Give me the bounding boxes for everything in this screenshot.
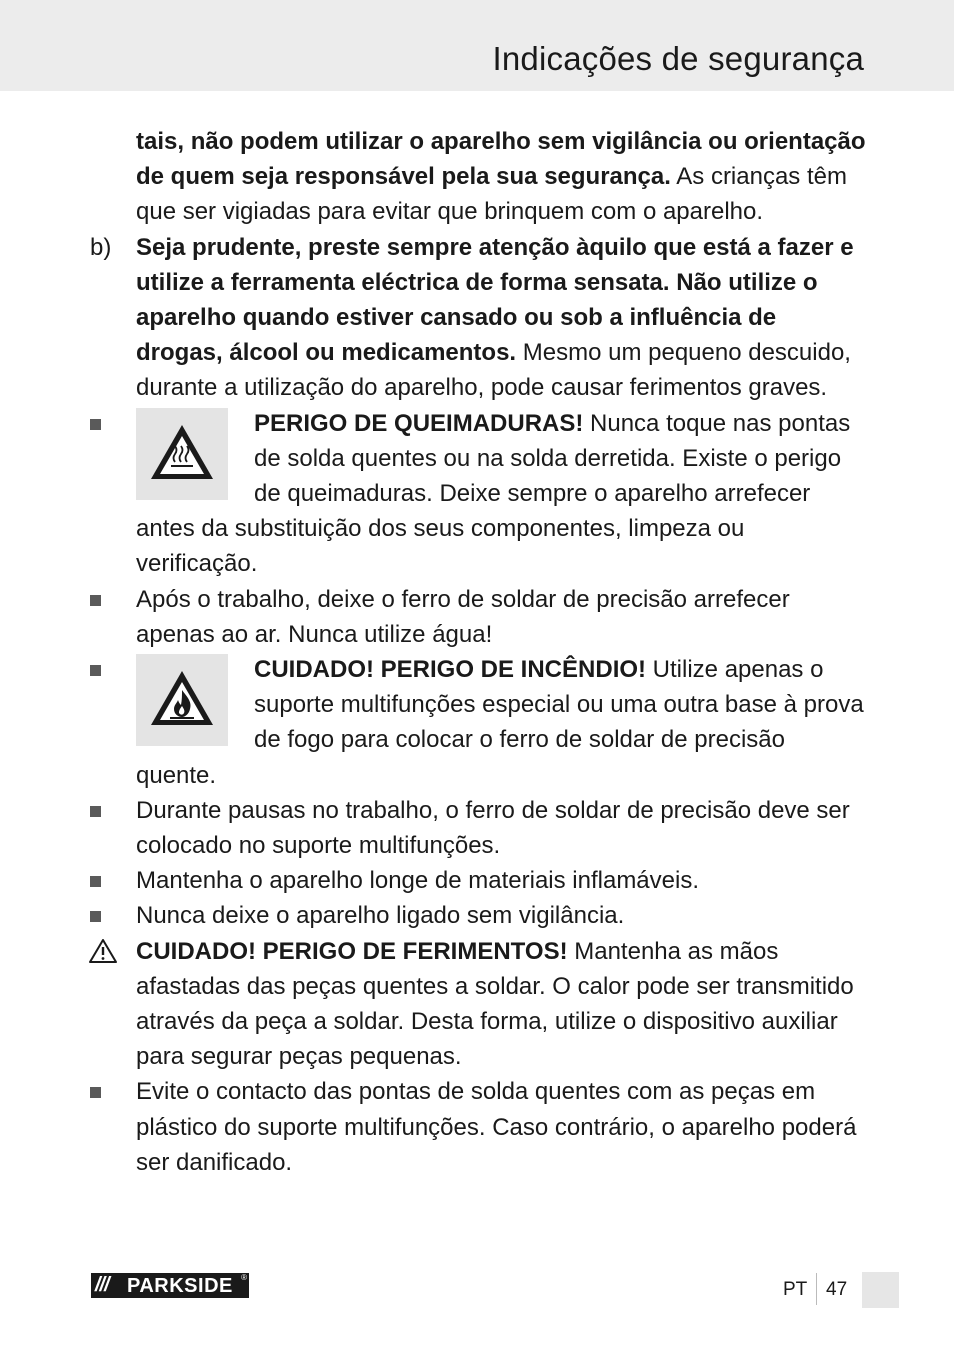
paragraph-text: Durante pausas no trabalho, o ferro de soldar de precisão deve ser colocado no suporte multifunções. — [136, 796, 850, 860]
paragraph-text: Evite o contacto das pontas de solda quentes com as peças em plástico do suporte multifunções. Caso contrário, o aparelho poderá ser danificado. — [136, 1078, 857, 1176]
bullet-cooling — [0, 582, 954, 652]
logo-brand: PARKSIDE — [127, 1275, 233, 1297]
paragraph-text: Nunca toque nas pontas de solda quentes ou na solda derretida. Existe o perigo de queimaduras. Deixe sempre o aparelho arrefecer antes da substituição dos seus componentes, limpeza ou verificação. — [136, 409, 851, 578]
paragraph-bold: PERIGO DE QUEIMADURAS! — [254, 409, 584, 437]
bullet-flammable — [0, 863, 954, 898]
paragraph-text: Após o trabalho, deixe o ferro de soldar de precisão arrefecer apenas ao ar. Nunca utilize água! — [136, 585, 790, 648]
bullet-pause — [0, 793, 954, 863]
safety-content — [0, 124, 954, 1180]
page-title: Indicações de segurança — [492, 40, 864, 77]
bullet-burn-hazard — [0, 406, 954, 582]
bullet-square-icon — [90, 876, 101, 887]
page-number: 47 — [826, 1279, 848, 1300]
paragraph-text: Mantenha o aparelho longe de materiais inflamáveis. — [136, 867, 700, 895]
bullet-square-icon — [90, 911, 101, 922]
hot-surface-warning-icon — [136, 408, 228, 500]
paragraph-text: Utilize apenas o suporte multifunções especial ou uma outra base à prova de fogo para colocar o ferro de soldar de precisão quente. — [136, 656, 864, 789]
flammable-warning-icon — [136, 654, 228, 746]
list-marker: b) — [90, 233, 112, 261]
logo-slashes: /// — [95, 1274, 109, 1296]
page-tab — [862, 1272, 899, 1308]
paragraph-text: As crianças têm que ser vigiadas para evitar que brinquem com o aparelho. — [136, 163, 847, 226]
bullet-square-icon — [90, 419, 101, 430]
paragraph-bold: tais, não podem utilizar o aparelho sem vigilância ou orientação de quem seja responsável pela sua segurança. — [136, 128, 866, 191]
warning-injury — [0, 934, 954, 1075]
logo-registered: ® — [241, 1273, 247, 1282]
bullet-fire-hazard — [0, 652, 954, 793]
bullet-contact — [0, 1074, 954, 1180]
paragraph-bold: Seja prudente, preste sempre atenção àquilo que está a fazer e utilize a ferramenta eléctrica de forma sensata. Não utilize o aparelho quando estiver cansado ou sob a influência de drogas, álcool ou medicamentos. — [136, 233, 854, 367]
bullet-square-icon — [90, 1087, 101, 1098]
parkside-logo — [91, 1273, 249, 1298]
paragraph-text: Nunca deixe o aparelho ligado sem vigilância. — [136, 902, 625, 930]
paragraph-continued — [0, 124, 954, 230]
warning-triangle-icon — [88, 938, 118, 964]
paragraph-text: Mesmo um pequeno descuido, durante a utilização do aparelho, pode causar ferimentos graves. — [136, 339, 851, 402]
bullet-square-icon — [90, 806, 101, 817]
list-item-b — [0, 230, 954, 406]
paragraph-bold: CUIDADO! PERIGO DE FERIMENTOS! — [136, 937, 568, 965]
footer-divider — [816, 1273, 817, 1305]
bullet-unattended — [0, 898, 954, 933]
paragraph-text: Mantenha as mãos afastadas das peças quentes a soldar. O calor pode ser transmitido através da peça a soldar. Desta forma, utilize o dispositivo auxiliar para segurar peças pequenas. — [136, 937, 854, 1071]
bullet-square-icon — [90, 595, 101, 606]
language-code: PT — [783, 1279, 808, 1300]
paragraph-bold: CUIDADO! PERIGO DE INCÊNDIO! — [254, 656, 647, 684]
bullet-square-icon — [90, 665, 101, 676]
